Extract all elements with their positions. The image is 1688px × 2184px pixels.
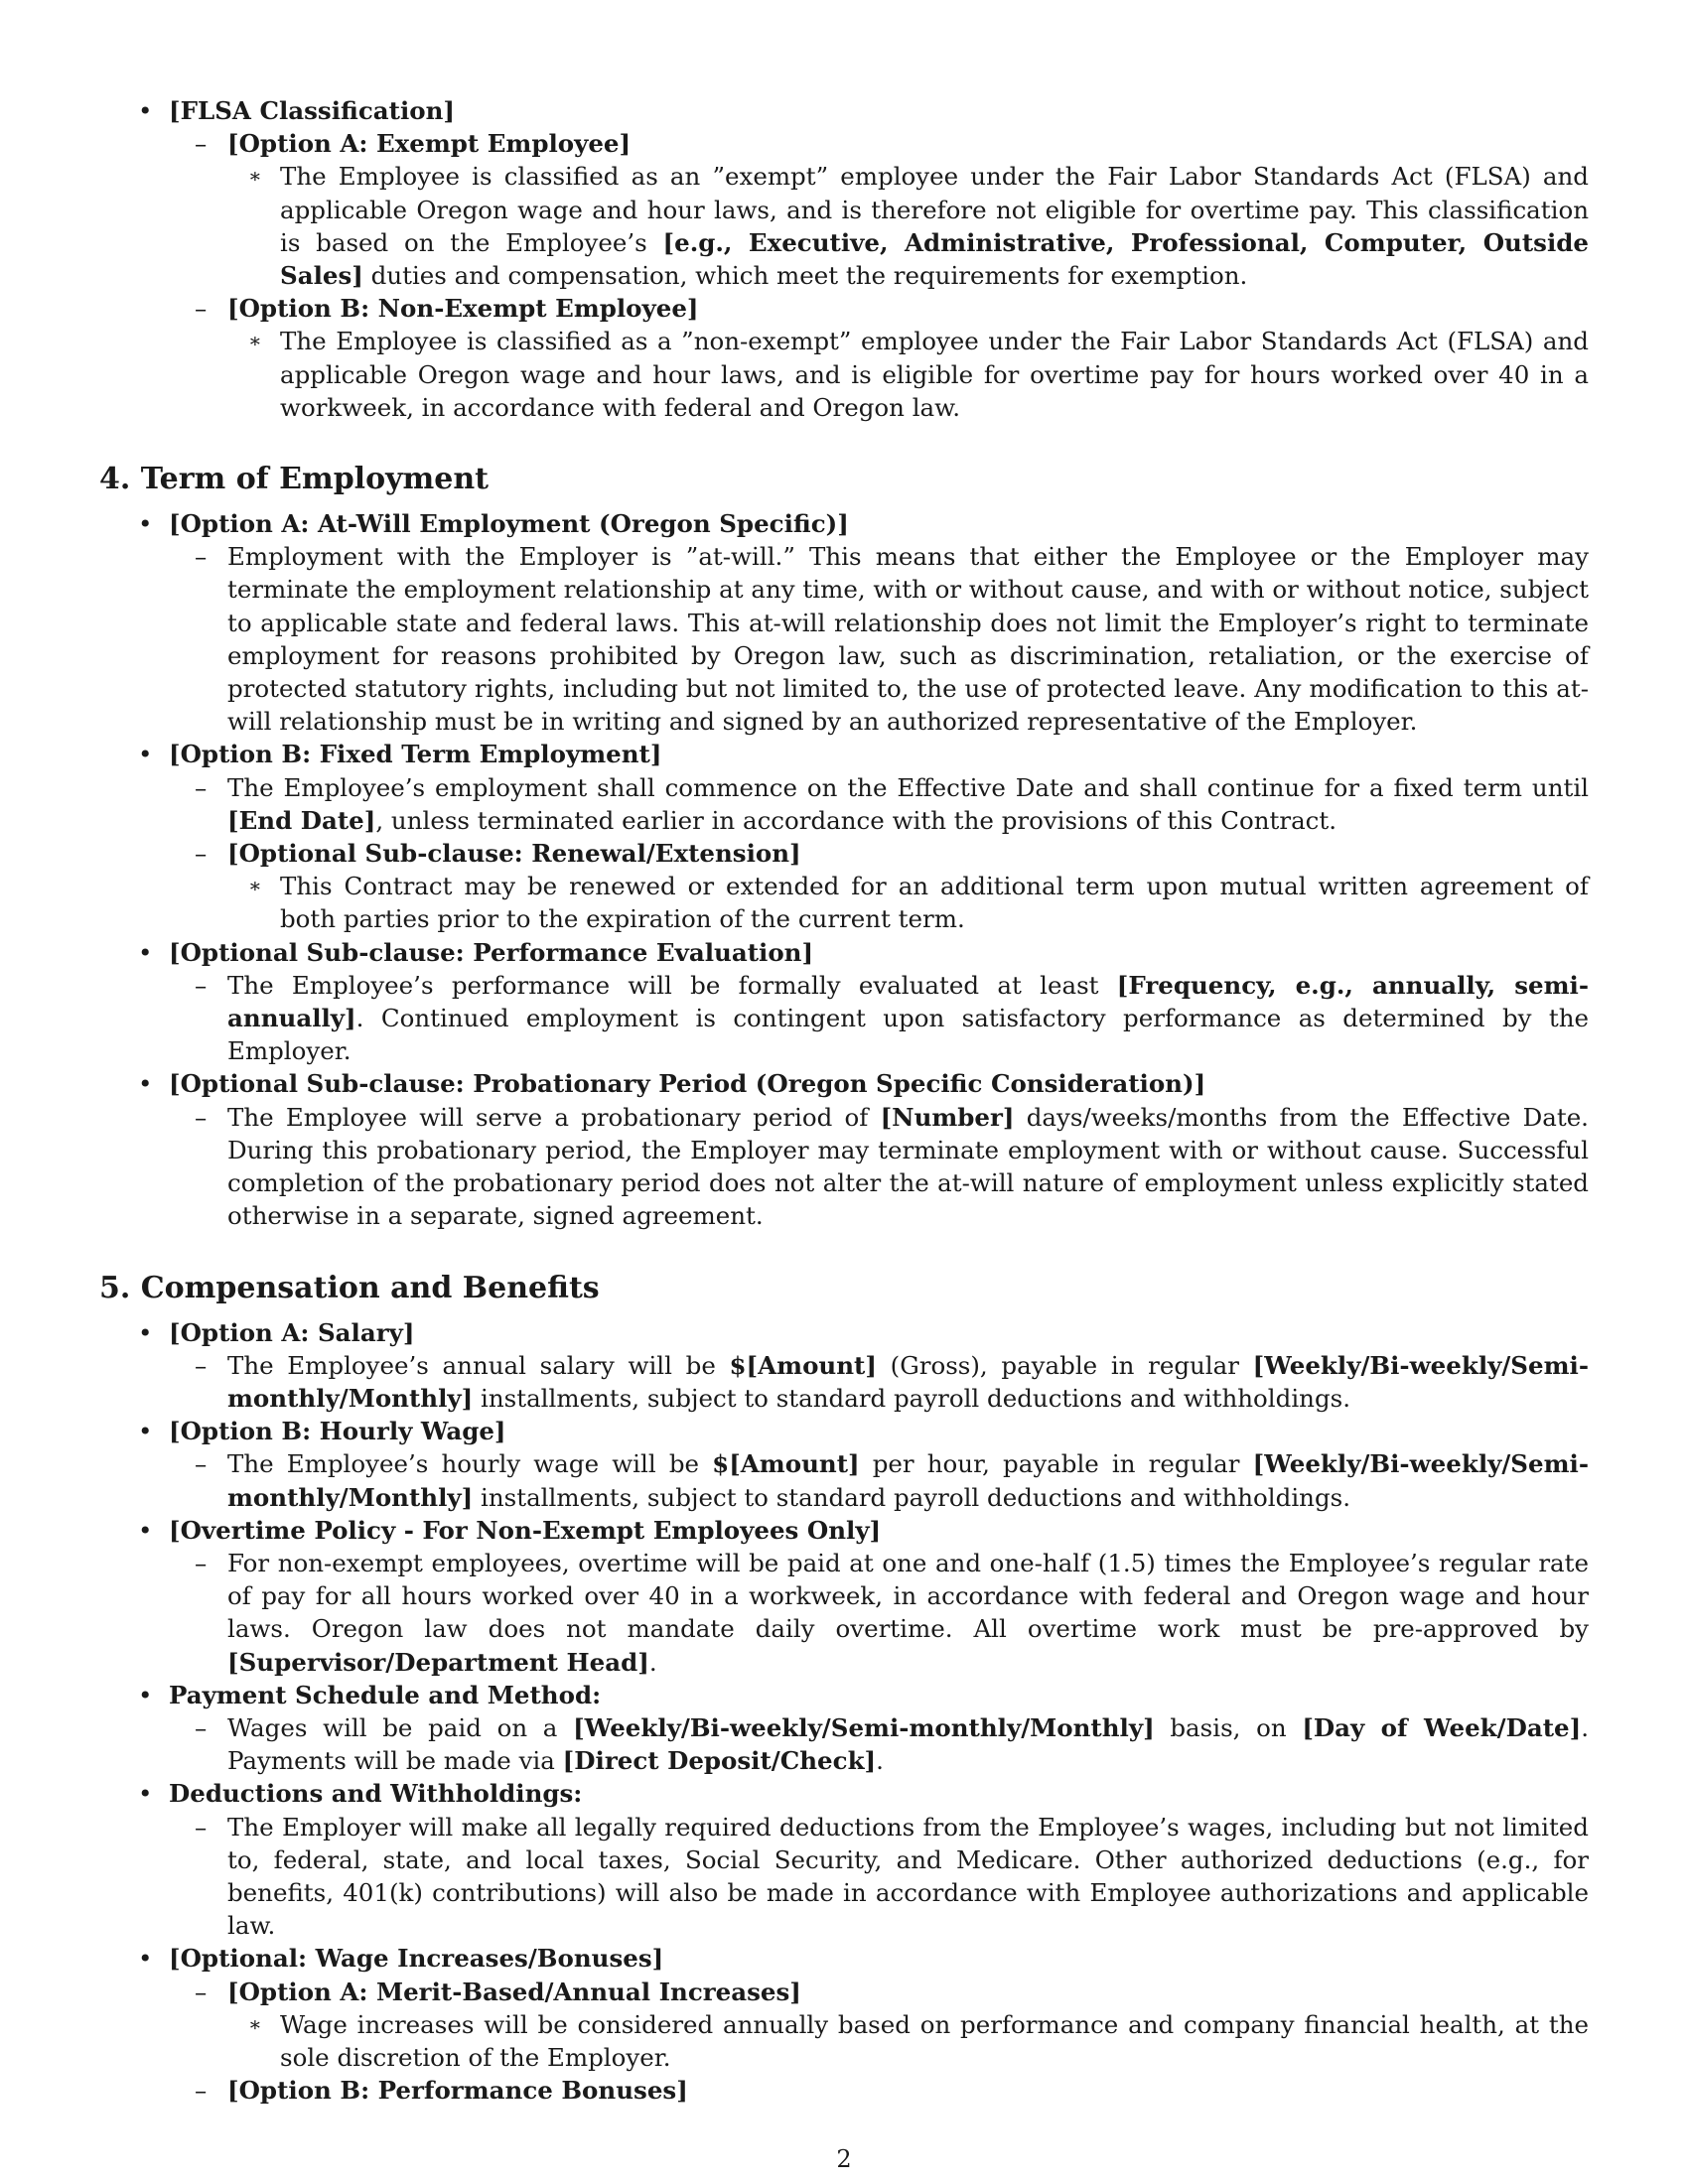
text-run: Employment with the Employer is ”at-will.” This means that either the Employee or the Employer may terminate the employment relationship at any time, with or without cause, and with or without notice, subject to applicable state and federal laws. This at-will relationship does not limit the Employer’s right to terminate employment for reasons prohibited by Oregon law, such as discrimination, retaliation, or the exercise of protected statutory rights, including but not limited to, the use of protected leave. Any modification to this at-will relationship must be in writing and signed by an authorized representative of the Employer. (227, 542, 1589, 737)
term-option-a-text (99, 540, 1589, 738)
term-option-b (99, 738, 1589, 770)
term-option-b-label: [Option B: Fixed Term Employment] (169, 740, 662, 769)
dash-icon: – (195, 1350, 208, 1380)
comp-salary-text (99, 1349, 1589, 1415)
comp-deductions-text (99, 1811, 1589, 1943)
section-heading-compensation: 5. Compensation and Benefits (99, 1270, 600, 1305)
text-run: The Employee’s employment shall commence on the Effective Date and shall continue for a fixed term until (227, 772, 1589, 802)
placeholder-field: [Direct Deposit/Check] (562, 1746, 877, 1776)
flsa-option-b-label: [Option B: Non-Exempt Employee] (227, 294, 699, 324)
text-run: installments, subject to standard payroll deductions and withholdings. (473, 1383, 1350, 1413)
page-number: 2 (836, 2145, 852, 2173)
text-run: The Employee’s hourly wage will be (227, 1449, 713, 1479)
flsa-heading: [FLSA Classification] (169, 96, 455, 125)
dash-icon: – (195, 542, 208, 572)
overtime-label: [Overtime Policy - For Non-Exempt Employees Only] (169, 1515, 882, 1545)
bullet-icon: • (138, 740, 153, 769)
comp-overtime-text (99, 1547, 1589, 1679)
text-run: installments, subject to standard payroll deductions and withholdings. (473, 1482, 1350, 1512)
comp-increases (99, 1942, 1589, 1975)
placeholder-field: $[Amount] (712, 1449, 860, 1479)
hourly-label: [Option B: Hourly Wage] (169, 1417, 506, 1446)
bullet-icon: • (138, 1317, 153, 1347)
text-run: The Employee is classified as a ”non-exempt” employee under the Fair Labor Standards Act (FLSA) and applicable Oregon wage and hour laws, and is eligible for overtime pay for hours worked over 40 in a workweek, in accordance with federal and Oregon law. (280, 327, 1589, 422)
comp-merit (99, 1976, 1589, 2008)
text-run: days/weeks/months from the Effective Date. During this probationary period, the Employer may terminate employment with or without cause. Successful completion of the probationary period does not alter the at-will nature of employment unless explicitly stated otherwise in a separate, signed agreement. (227, 1102, 1589, 1231)
deductions-label: Deductions and Withholdings: (169, 1779, 583, 1809)
dash-icon: – (195, 839, 208, 869)
bullet-icon: • (138, 1417, 153, 1446)
text-run: , unless terminated earlier in accordance with the provisions of this Contract. (375, 805, 1337, 835)
dash-icon: – (195, 1102, 208, 1132)
asterisk-icon: ∗ (248, 329, 262, 353)
bullet-icon: • (138, 937, 153, 967)
term-option-a (99, 507, 1589, 540)
bonus-label: [Option B: Performance Bonuses] (227, 2076, 688, 2106)
comp-hourly (99, 1415, 1589, 1447)
section-heading-term: 4. Term of Employment (99, 462, 490, 497)
salary-label: [Option A: Salary] (169, 1317, 415, 1347)
term-option-a-label: [Option A: At-Will Employment (Oregon Specific)] (169, 509, 849, 539)
text-run: This Contract may be renewed or extended for an additional term upon mutual written agreement of both parties prior to the expiration of the current term. (280, 872, 1589, 934)
dash-icon: – (195, 1812, 208, 1842)
dash-icon: – (195, 772, 208, 802)
dash-icon: – (195, 970, 208, 1000)
asterisk-icon: ∗ (248, 164, 262, 189)
renewal-label: [Optional Sub-clause: Renewal/Extension] (227, 839, 801, 869)
placeholder-field: $[Amount] (729, 1350, 877, 1380)
merit-label: [Option A: Merit-Based/Annual Increases] (227, 1977, 801, 2006)
term-renewal (99, 837, 1589, 870)
bullet-icon: • (138, 1069, 153, 1099)
term-performance-text (99, 969, 1589, 1068)
comp-payment-text (99, 1711, 1589, 1777)
bullet-icon: • (138, 1779, 153, 1809)
text-run: Wage increases will be considered annually based on performance and company financial health, at the sole discretion of the Employer. (280, 2009, 1589, 2072)
text-run: The Employee’s annual salary will be (227, 1350, 730, 1380)
flsa-item (99, 94, 1589, 127)
text-run: . Continued employment is contingent upon satisfactory performance as determined by the Employer. (227, 1004, 1589, 1066)
dash-icon: – (195, 129, 208, 159)
comp-payment (99, 1679, 1589, 1711)
text-run: For non-exempt employees, overtime will be paid at one and one-half (1.5) times the Employee’s regular rate of pay for all hours worked over 40 in a workweek, in accordance with federal and Oregon wage and hour laws. Oregon law does not mandate daily overtime. All overtime work must be pre-approved by (227, 1548, 1589, 1644)
flsa-option-a-text (99, 160, 1589, 292)
performance-label: [Optional Sub-clause: Performance Evaluation] (169, 937, 814, 967)
bullet-icon: • (138, 96, 153, 125)
comp-merit-text (99, 2008, 1589, 2074)
payment-label: Payment Schedule and Method: (169, 1680, 602, 1709)
text-run: duties and compensation, which meet the requirements for exemption. (362, 261, 1248, 291)
text-run: The Employer will make all legally required deductions from the Employee’s wages, including but not limited to, federal, state, and local taxes, Social Security, and Medicare. Other authorized deductions (e.g., for benefits, 401(k) contributions) will also be made in accordance with Employee authorizations and applicable law. (227, 1812, 1589, 1941)
dash-icon: – (195, 1977, 208, 2006)
text-run: Wages will be paid on a (227, 1712, 574, 1742)
flsa-option-a (99, 127, 1589, 160)
text-run: (Gross), payable in regular (876, 1350, 1253, 1380)
asterisk-icon: ∗ (248, 2011, 262, 2036)
document-page (99, 94, 1589, 2159)
placeholder-field: [Frequency, e.g., annually, semi-annually] (227, 970, 1589, 1033)
text-run: . Payments will be made via (227, 1712, 1590, 1776)
bullet-icon: • (138, 509, 153, 539)
placeholder-field: [Weekly/Bi-weekly/Semi-monthly/Monthly] (227, 1350, 1589, 1413)
comp-deductions (99, 1777, 1589, 1810)
term-probation (99, 1067, 1589, 1100)
term-option-b-text (99, 771, 1589, 837)
bullet-icon: • (138, 1515, 153, 1545)
placeholder-field: [Weekly/Bi-weekly/Semi-monthly/Monthly] (573, 1712, 1155, 1742)
dash-icon: – (195, 1548, 208, 1577)
bullet-icon: • (138, 1944, 153, 1974)
flsa-option-b-text (99, 325, 1589, 424)
comp-hourly-text (99, 1447, 1589, 1513)
placeholder-field: [Day of Week/Date] (1302, 1712, 1582, 1742)
placeholder-field: [Supervisor/Department Head] (227, 1647, 649, 1677)
term-renewal-text (99, 870, 1589, 935)
flsa-option-a-label: [Option A: Exempt Employee] (227, 129, 632, 159)
text-run: The Employee will serve a probationary period of (227, 1102, 881, 1132)
text-run: The Employee is classified as an ”exempt” employee under the Fair Labor Standards Act (FLSA) and applicable Oregon wage and hour laws, and is therefore not eligible for overtime pay. This classification is based on the Employee’s (280, 162, 1589, 257)
text-run: . (648, 1647, 657, 1677)
comp-salary (99, 1316, 1589, 1349)
increases-label: [Optional: Wage Increases/Bonuses] (169, 1944, 664, 1974)
flsa-option-b (99, 292, 1589, 325)
dash-icon: – (195, 1449, 208, 1479)
bullet-icon: • (138, 1680, 153, 1709)
placeholder-field: [Weekly/Bi-weekly/Semi-monthly/Monthly] (227, 1449, 1589, 1512)
text-run: basis, on (1154, 1712, 1303, 1742)
placeholder-field: [Number] (880, 1102, 1015, 1132)
dash-icon: – (195, 2076, 208, 2106)
dash-icon: – (195, 294, 208, 324)
term-performance (99, 936, 1589, 969)
comp-bonus (99, 2074, 1589, 2107)
placeholder-field: [e.g., Executive, Administrative, Professional, Computer, Outside Sales] (280, 227, 1589, 291)
text-run: . (876, 1746, 884, 1776)
probation-label: [Optional Sub-clause: Probationary Period (Oregon Specific Consideration)] (169, 1069, 1206, 1099)
placeholder-field: [End Date] (227, 805, 376, 835)
text-run: per hour, payable in regular (859, 1449, 1253, 1479)
asterisk-icon: ∗ (248, 874, 262, 898)
comp-overtime (99, 1514, 1589, 1547)
dash-icon: – (195, 1712, 208, 1742)
term-probation-text (99, 1101, 1589, 1233)
text-run: The Employee’s performance will be formally evaluated at least (227, 970, 1117, 1000)
